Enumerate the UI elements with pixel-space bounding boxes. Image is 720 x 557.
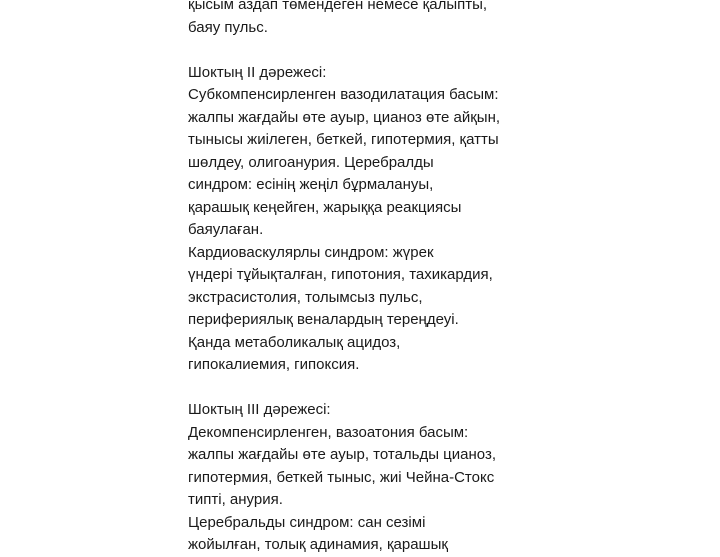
text-line: Субкомпенсирленген вазодилатация басым: <box>188 86 499 103</box>
text-line: қысым аздап төмендеген немесе қалыпты, <box>188 0 488 13</box>
text-line: қарашық кеңейген, жарыққа реакциясы <box>188 198 462 216</box>
text-line: жалпы жағдайы өте ауыр, цианоз өте айқын, <box>188 108 501 126</box>
intro-paragraph <box>188 0 588 39</box>
text-line: баяу пульс. <box>188 18 268 36</box>
text-line: Декомпенсирленген, вазоатония басым: <box>188 423 469 441</box>
text-line: жойылған, толық адинамия, қарашық <box>188 536 448 553</box>
degree-2-heading: Шоктың ІІ дәрежесі: <box>188 63 327 81</box>
text-line: перифериялық веналардың тереңдеуі. <box>188 311 459 328</box>
text-line: үндері тұйықталған, гипотония, тахикардия, <box>188 266 493 283</box>
text-line: типті, анурия. <box>188 491 283 508</box>
text-line: гипотермия, беткей тыныс, жиі Чейна-Стокс <box>188 468 495 486</box>
paragraph-gap <box>188 39 588 62</box>
degree-3-section <box>188 399 588 557</box>
text-line: Кардиоваскулярлы синдром: жүрек <box>188 243 434 261</box>
degree-3-heading: Шоктың ІІІ дәрежесі: <box>188 401 331 418</box>
text-line: синдром: есінің жеңіл бұрмалануы, <box>188 176 434 193</box>
text-line: жалпы жағдайы өте ауыр, тотальды цианоз, <box>188 446 496 463</box>
text-line: гипокалиемия, гипоксия. <box>188 356 360 373</box>
text-line: Қанда метаболикалық ацидоз, <box>188 333 401 351</box>
text-line: Церебральды синдром: сан сезімі <box>188 513 426 531</box>
text-line: баяулаған. <box>188 221 264 238</box>
text-line: шөлдеу, олигоанурия. Церебралды <box>188 153 434 171</box>
paragraph-gap <box>188 377 588 400</box>
document-body <box>188 0 588 557</box>
degree-2-section <box>188 62 588 377</box>
text-line: экстрасистолия, толымсыз пульс, <box>188 288 423 306</box>
text-line: тынысы жиілеген, беткей, гипотермия, қатты <box>188 131 499 148</box>
